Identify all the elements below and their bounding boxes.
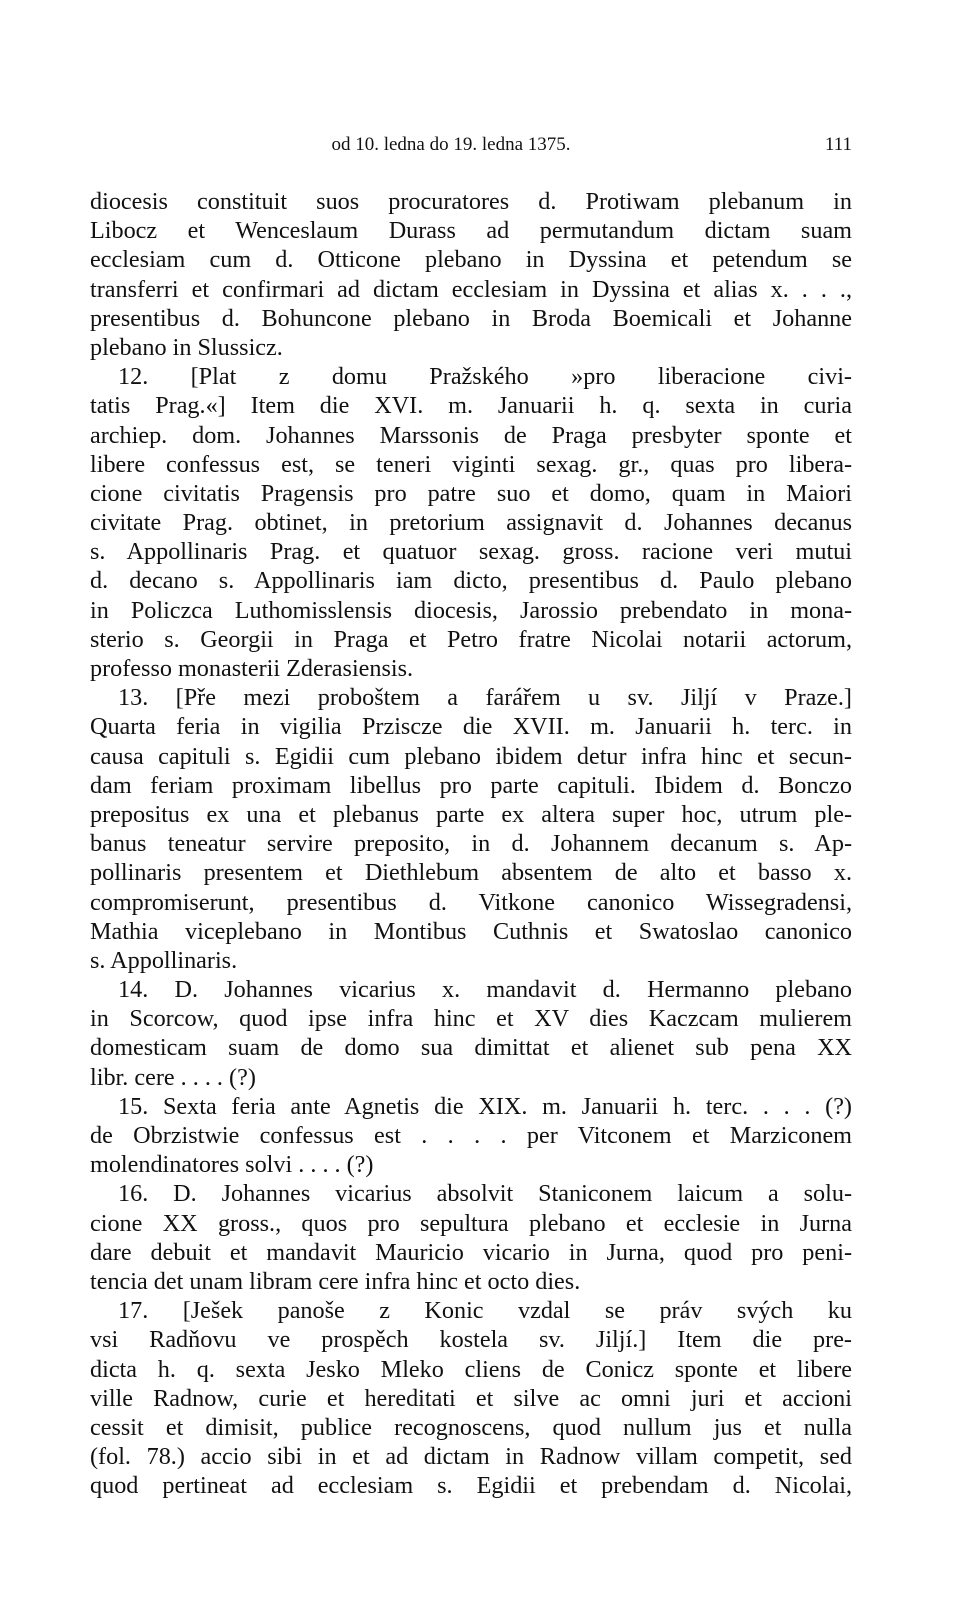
text-line: 14. D. Johannes vicarius x. mandavit d. Hermanno plebano xyxy=(118,976,852,1004)
text-line: domesticam suam de domo sua dimittat et alienet sub pena XX xyxy=(90,1034,852,1062)
text-line: in Scorcow, quod ipse infra hinc et XV dies Kaczcam mulierem xyxy=(90,1005,852,1033)
header-title: od 10. ledna do 19. ledna 1375. xyxy=(331,134,571,155)
text-line: archiep. dom. Johannes Marssonis de Praga presbyter sponte et xyxy=(90,421,852,449)
text-line: cessit et dimisit, publice recognoscens, quod nullum jus et nulla xyxy=(90,1413,852,1441)
text-line: in Policzca Luthomisslensis diocesis, Jarossio prebendato in mona- xyxy=(90,596,852,624)
text-line: 15. Sexta feria ante Agnetis die XIX. m. Januarii h. terc. . . . (?) xyxy=(118,1092,852,1120)
text-line: quod pertineat ad ecclesiam s. Egidii et prebendam d. Nicolai, xyxy=(90,1472,852,1500)
text-line: s. Appollinaris. xyxy=(90,946,238,974)
text-line: d. decano s. Appollinaris iam dicto, presentibus d. Paulo plebano xyxy=(90,567,852,595)
text-line: causa capituli s. Egidii cum plebano ibidem detur infra hinc et secun- xyxy=(90,742,852,770)
text-line: plebano in Slussicz. xyxy=(90,333,283,361)
text-line: (fol. 78.) accio sibi in et ad dictam in Radnow villam competit, sed xyxy=(90,1443,852,1471)
text-line: 16. D. Johannes vicarius absolvit Staniconem laicum a solu- xyxy=(118,1180,852,1208)
text-line: molendinatores solvi . . . . (?) xyxy=(90,1151,374,1179)
text-line: ecclesiam cum d. Otticone plebano in Dyssina et petendum se xyxy=(90,246,852,274)
text-line: transferri et confirmari ad dictam ecclesiam in Dyssina et alias x. . . ., xyxy=(90,275,852,303)
text-line: dicta h. q. sexta Jesko Mleko cliens de Conicz sponte et libere xyxy=(90,1355,852,1383)
text-line: prepositus ex una et plebanus parte ex altera super hoc, utrum ple- xyxy=(90,800,852,828)
text-line: vsi Radňovu ve prospěch kostela sv. Jiljí.] Item die pre- xyxy=(90,1326,852,1354)
text-line: cione civitatis Pragensis pro patre suo et domo, quam in Maiori xyxy=(90,479,852,507)
text-line: banus teneatur servire preposito, in d. Johannem decanum s. Ap- xyxy=(90,830,852,858)
text-line: dare debuit et mandavit Mauricio vicario in Jurna, quod pro peni- xyxy=(90,1238,852,1266)
text-line: pollinaris presentem et Diethlebum absentem de alto et basso x. xyxy=(90,859,852,887)
text-line: 13. [Pře mezi proboštem a farářem u sv. Jiljí v Praze.] xyxy=(118,684,852,712)
text-line: sterio s. Georgii in Praga et Petro fratre Nicolai notarii actorum, xyxy=(90,625,852,653)
text-line: s. Appollinaris Prag. et quatuor sexag. gross. racione veri mutui xyxy=(90,538,852,566)
running-header xyxy=(90,131,852,159)
page-number: 111 xyxy=(824,134,852,155)
text-line: Quarta feria in vigilia Prziscze die XVII. m. Januarii h. terc. in xyxy=(90,713,852,741)
text-line: civitate Prag. obtinet, in pretorium assignavit d. Johannes decanus xyxy=(90,509,852,537)
text-line: libr. cere . . . . (?) xyxy=(90,1063,256,1091)
text-line: de Obrzistwie confessus est . . . . per Vitconem et Marziconem xyxy=(90,1122,852,1149)
text-line: tencia det unam libram cere infra hinc et octo dies. xyxy=(90,1267,581,1295)
text-line: 17. [Ješek panoše z Konic vzdal se práv svých ku xyxy=(118,1297,852,1325)
body-text xyxy=(90,187,852,1500)
text-line: compromiserunt, presentibus d. Vitkone canonico Wissegradensi, xyxy=(90,888,852,916)
text-line: ville Radnow, curie et hereditati et silve ac omni juri et accioni xyxy=(90,1384,852,1412)
text-line: professo monasterii Zderasiensis. xyxy=(90,655,414,682)
text-line: tatis Prag.«] Item die XVI. m. Januarii h. q. sexta in curia xyxy=(90,392,852,420)
text-line: 12. [Plat z domu Pražského »pro liberacione civi- xyxy=(118,363,852,391)
text-line: cione XX gross., quos pro sepultura plebano et ecclesie in Jurna xyxy=(90,1209,852,1237)
text-line: presentibus d. Bohuncone plebano in Broda Boemicali et Johanne xyxy=(90,304,852,332)
text-line: Mathia viceplebano in Montibus Cuthnis et Swatoslao canonico xyxy=(90,917,852,945)
text-line: diocesis constituit suos procuratores d. Protiwam plebanum in xyxy=(90,188,852,215)
text-line: dam feriam proximam libellus pro parte capituli. Ibidem d. Bonczo xyxy=(90,771,852,799)
text-line: Libocz et Wenceslaum Durass ad permutandum dictam suam xyxy=(90,217,852,245)
text-line: libere confessus est, se teneri viginti sexag. gr., quas pro libera- xyxy=(90,450,852,478)
